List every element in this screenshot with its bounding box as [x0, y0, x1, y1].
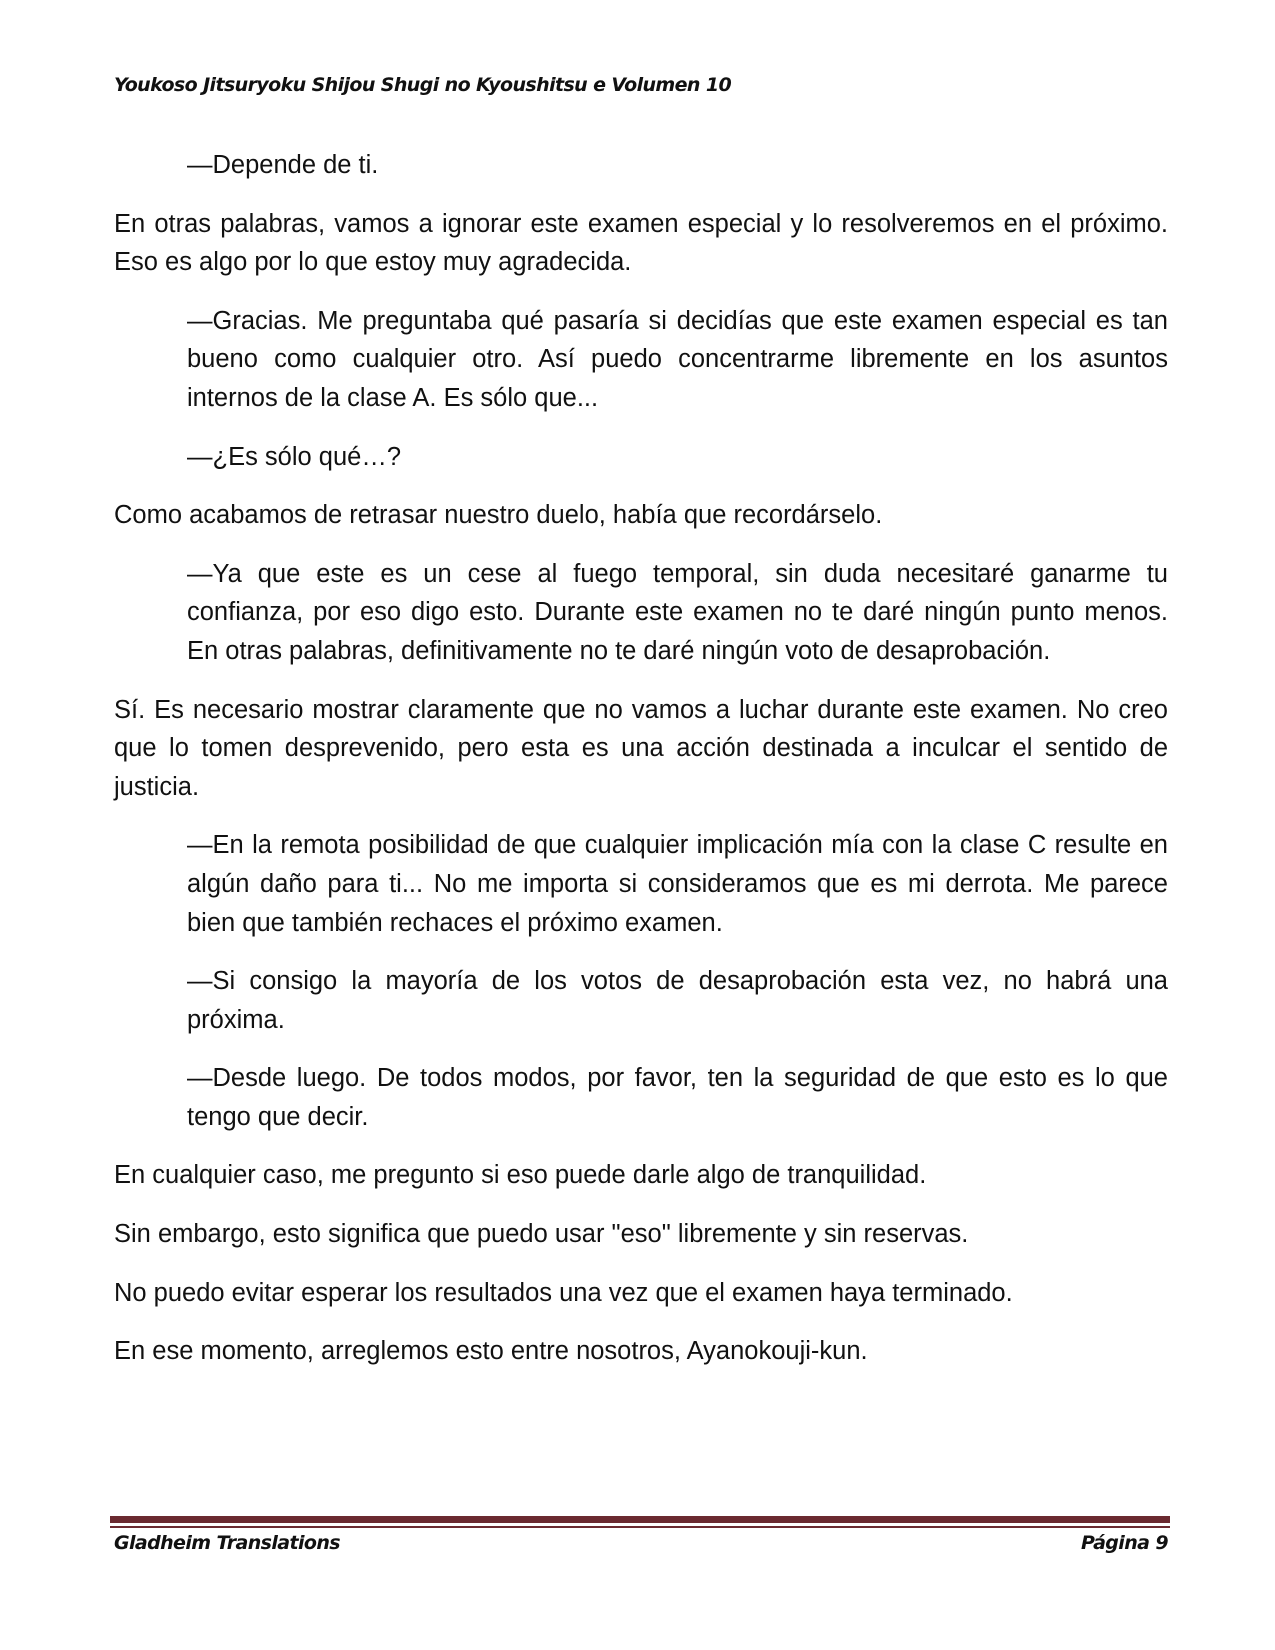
- paragraph: No puedo evitar esperar los resultados una vez que el examen haya terminado.: [114, 1278, 1013, 1307]
- paragraph: —Ya que este es un cese al fuego temporal, sin duda necesitaré ganarme tu confianza, por eso digo esto. Durante este examen no te daré ningún punto menos. En otras palabras, definitivamente no te daré ningún voto de desaprobación.: [187, 559, 1168, 665]
- footer-publisher: Gladheim Translations: [114, 1532, 340, 1554]
- paragraph: —Depende de ti.: [187, 151, 379, 179]
- footer-rule-thick: [110, 1516, 1170, 1523]
- page-body: [114, 146, 1168, 1391]
- paragraph: En ese momento, arreglemos esto entre nosotros, Ayanokouji-kun.: [114, 1337, 868, 1366]
- footer-rule-thin: [110, 1526, 1170, 1528]
- paragraph: Sí. Es necesario mostrar claramente que no vamos a luchar durante este examen. No creo que lo tomen desprevenido, pero esta es una acción destinada a inculcar el sentido de justicia.: [114, 695, 1168, 801]
- paragraph: —Gracias. Me preguntaba qué pasaría si decidías que este examen especial es tan bueno como cualquier otro. Así puedo concentrarme libremente en los asuntos internos de la clase A. Es sólo que...: [187, 306, 1168, 412]
- paragraph: Como acabamos de retrasar nuestro duelo, había que recordárselo.: [114, 501, 883, 530]
- paragraph: —Si consigo la mayoría de los votos de desaprobación esta vez, no habrá una próxima.: [187, 967, 1168, 1034]
- paragraph: —Desde luego. De todos modos, por favor, ten la seguridad de que esto es lo que tengo que decir.: [187, 1064, 1168, 1131]
- paragraph: Sin embargo, esto significa que puedo usar "eso" libremente y sin reservas.: [114, 1220, 969, 1249]
- paragraph: —¿Es sólo qué…?: [187, 442, 402, 471]
- footer-page-number: Página 9: [1080, 1532, 1168, 1554]
- running-header: Youkoso Jitsuryoku Shijou Shugi no Kyoushitsu e Volumen 10: [114, 74, 732, 96]
- paragraph: En otras palabras, vamos a ignorar este examen especial y lo resolveremos en el próximo. Eso es algo por lo que estoy muy agradecida.: [114, 209, 1168, 277]
- paragraph: —En la remota posibilidad de que cualquier implicación mía con la clase C resulte en algún daño para ti... No me importa si consideramos que es mi derrota. Me parece bien que también rechaces el próximo examen.: [187, 831, 1168, 937]
- paragraph: En cualquier caso, me pregunto si eso puede darle algo de tranquilidad.: [114, 1161, 927, 1190]
